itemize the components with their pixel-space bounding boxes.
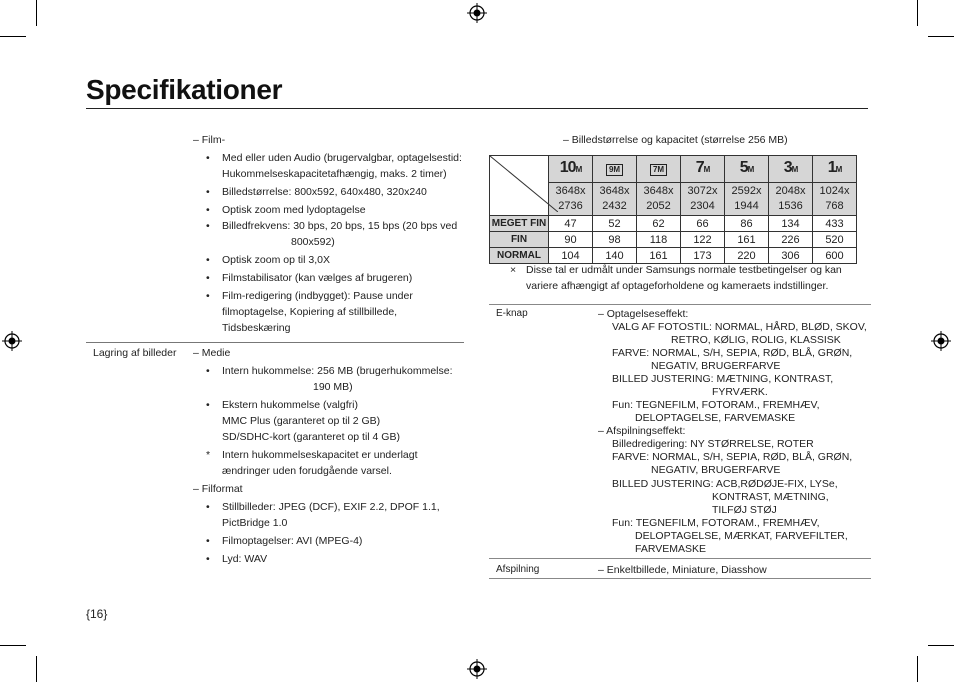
eknap-label: E-knap <box>496 308 528 319</box>
eknap-line: NEGATIV, BRUGERFARVE <box>651 464 781 476</box>
bullet: • <box>206 254 210 266</box>
media-item: 190 MB) <box>313 381 353 393</box>
bullet: • <box>206 365 210 377</box>
media-item: SD/SDHC-kort (garanteret op til 4 GB) <box>222 431 400 443</box>
media-note: ændringer uden forudgående varsel. <box>222 465 392 477</box>
icon-label: 7 <box>695 159 704 176</box>
table-caption: – Billedstørrelse og kapacitet (størrelse 256 MB) <box>563 134 788 146</box>
eknap-line: Fun: TEGNEFILM, FOTORAM., FREMHÆV, <box>612 399 820 411</box>
film-item: Optisk zoom med lydoptagelse <box>222 204 366 216</box>
eknap-line: Billedredigering: NY STØRRELSE, ROTER <box>612 438 814 450</box>
table-cell: 173 <box>681 248 725 264</box>
fileformat-item: Stillbilleder: JPEG (DCF), EXIF 2.2, DPOF 1.1, <box>222 501 440 513</box>
icon-label: 5 <box>739 159 748 176</box>
eknap-line: NEGATIV, BRUGERFARVE <box>651 360 781 372</box>
registration-mark-icon <box>931 331 951 351</box>
size-cell: 2048x 1536 <box>769 183 813 216</box>
film-item: Optisk zoom op til 3,0X <box>222 254 330 266</box>
table-cell: 66 <box>681 216 725 232</box>
table-cell: 62 <box>637 216 681 232</box>
asterisk: * <box>206 449 211 461</box>
size-5m-icon: 5M <box>725 156 769 183</box>
eknap-line: Fun: TEGNEFILM, FOTORAM., FREMHÆV, <box>612 517 820 529</box>
row-label: FIN <box>490 232 549 248</box>
eknap-line: FARVEMASKE <box>635 543 706 555</box>
fileformat-item: PictBridge 1.0 <box>222 517 288 529</box>
eknap-line: FARVE: NORMAL, S/H, SEPIA, RØD, BLÅ, GRØN, <box>612 347 853 359</box>
size-7m-wide-icon: 7M <box>637 156 681 183</box>
table-cell: 104 <box>549 248 593 264</box>
diagonal-line <box>490 156 558 212</box>
crop-mark <box>36 0 37 26</box>
capacity-table <box>489 155 857 264</box>
table-cell: 220 <box>725 248 769 264</box>
film-item: Billedfrekvens: 30 bps, 20 bps, 15 bps (20 bps ved <box>222 220 458 232</box>
table-cell: 90 <box>549 232 593 248</box>
film-item: Hukommelseskapacitetafhængig, maks. 2 timer) <box>222 168 447 180</box>
size-1m-icon: 1M <box>813 156 857 183</box>
fileformat-item: Filmoptagelser: AVI (MPEG-4) <box>222 535 363 547</box>
table-cell: 433 <box>813 216 857 232</box>
icon-label: 10 <box>559 159 576 176</box>
table-note: variere afhængigt af optageforholdene og kameraets indstillinger. <box>526 280 829 292</box>
table-cell: 98 <box>593 232 637 248</box>
crop-mark <box>36 656 37 682</box>
crop-mark <box>0 36 26 37</box>
row-label: MEGET FIN <box>490 216 549 232</box>
registration-mark-icon <box>467 659 487 679</box>
bullet: • <box>206 220 210 232</box>
crop-mark <box>0 645 26 646</box>
table-cell: 161 <box>637 248 681 264</box>
playback-text: – Enkeltbillede, Miniature, Diasshow <box>598 564 767 576</box>
table-note: Disse tal er udmålt under Samsungs normale testbetingelser og kan <box>526 264 842 276</box>
eknap-line: BILLED JUSTERING: ACB,RØDØJE-FIX, LYSe, <box>612 478 838 490</box>
table-cell: 122 <box>681 232 725 248</box>
eknap-line: RETRO, KØLIG, ROLIG, KLASSISK <box>671 334 841 346</box>
eknap-line: – Afspilningseffekt: <box>598 425 686 437</box>
bullet: • <box>206 399 210 411</box>
bullet: • <box>206 272 210 284</box>
icon-label: 9 <box>608 165 614 174</box>
table-row <box>490 232 857 248</box>
bullet: • <box>206 204 210 216</box>
size-cell: 3648x 2432 <box>593 183 637 216</box>
registration-mark-icon <box>2 331 22 351</box>
icon-label: 3 <box>783 159 792 176</box>
row-label: NORMAL <box>490 248 549 264</box>
fileformat-heading: – Filformat <box>193 483 243 495</box>
media-item: MMC Plus (garanteret op til 2 GB) <box>222 415 381 427</box>
fileformat-item: Lyd: WAV <box>222 553 268 565</box>
size-9m-wide-icon: 9M <box>593 156 637 183</box>
eknap-line: FYRVÆRK. <box>712 386 768 398</box>
crop-mark <box>928 36 954 37</box>
size-cell: 3648x 2052 <box>637 183 681 216</box>
size-cell: 3648x 2736 <box>549 183 593 216</box>
size-cell: 1024x 768 <box>813 183 857 216</box>
table-cell: 86 <box>725 216 769 232</box>
icon-label: 1 <box>827 159 836 176</box>
table-cell: 118 <box>637 232 681 248</box>
film-item: filmoptagelse, Kopiering af stillbillede, <box>222 306 398 318</box>
section-divider <box>489 304 871 305</box>
page-number: {16} <box>86 607 108 621</box>
bullet: • <box>206 535 210 547</box>
film-item: Billedstørrelse: 800x592, 640x480, 320x240 <box>222 186 427 198</box>
table-cell: 226 <box>769 232 813 248</box>
media-item: Intern hukommelse: 256 MB (brugerhukommelse: <box>222 365 453 377</box>
eknap-line: KONTRAST, MÆTNING, <box>712 491 829 503</box>
table-cell: 134 <box>769 216 813 232</box>
crop-mark <box>917 0 918 26</box>
film-item: Film-redigering (indbygget): Pause under <box>222 290 413 302</box>
eknap-line: – Optagelseseffekt: <box>598 308 689 320</box>
table-cell: 47 <box>549 216 593 232</box>
media-heading: – Medie <box>193 347 231 359</box>
eknap-line: TILFØJ STØJ <box>712 504 777 516</box>
title-rule <box>86 108 868 109</box>
size-cell: 3072x 2304 <box>681 183 725 216</box>
film-item: Med eller uden Audio (brugervalgbar, optagelsestid: <box>222 152 462 164</box>
table-cell: 520 <box>813 232 857 248</box>
table-cell: 140 <box>593 248 637 264</box>
table-corner <box>490 156 549 216</box>
section-divider <box>489 578 871 579</box>
eknap-line: FARVE: NORMAL, S/H, SEPIA, RØD, BLÅ, GRØN, <box>612 451 853 463</box>
film-heading: – Film- <box>193 134 226 146</box>
eknap-line: BILLED JUSTERING: MÆTNING, KONTRAST, <box>612 373 834 385</box>
size-3m-icon: 3M <box>769 156 813 183</box>
crop-mark <box>917 656 918 682</box>
crop-mark <box>928 645 954 646</box>
section-divider <box>489 558 871 559</box>
storage-label: Lagring af billeder <box>93 347 177 359</box>
eknap-line: VALG AF FOTOSTIL: NORMAL, HÅRD, BLØD, SKOV, <box>612 321 867 333</box>
size-7m-icon: 7M <box>681 156 725 183</box>
note-mark: × <box>510 264 517 276</box>
page-title: Specifikationer <box>86 74 283 105</box>
bullet: • <box>206 553 210 565</box>
bullet: • <box>206 152 210 164</box>
table-cell: 306 <box>769 248 813 264</box>
table-cell: 161 <box>725 232 769 248</box>
bullet: • <box>206 501 210 513</box>
table-cell: 52 <box>593 216 637 232</box>
film-item: Tidsbeskæring <box>222 322 291 334</box>
table-cell: 600 <box>813 248 857 264</box>
size-cell: 2592x 1944 <box>725 183 769 216</box>
film-item: Filmstabilisator (kan vælges af brugeren) <box>222 272 413 284</box>
playback-label: Afspilning <box>496 564 540 575</box>
eknap-line: DELOPTAGELSE, MÆRKAT, FARVEFILTER, <box>635 530 848 542</box>
bullet: • <box>206 290 210 302</box>
media-note: Intern hukommelseskapacitet er underlagt <box>222 449 418 461</box>
section-divider <box>86 342 464 343</box>
media-item: Ekstern hukommelse (valgfri) <box>222 399 358 411</box>
table-row <box>490 216 857 232</box>
icon-label: 7 <box>652 165 658 174</box>
film-item: 800x592) <box>291 236 335 248</box>
registration-mark-icon <box>467 3 487 23</box>
bullet: • <box>206 186 210 198</box>
size-10m-icon: 10M <box>549 156 593 183</box>
eknap-line: DELOPTAGELSE, FARVEMASKE <box>635 412 796 424</box>
